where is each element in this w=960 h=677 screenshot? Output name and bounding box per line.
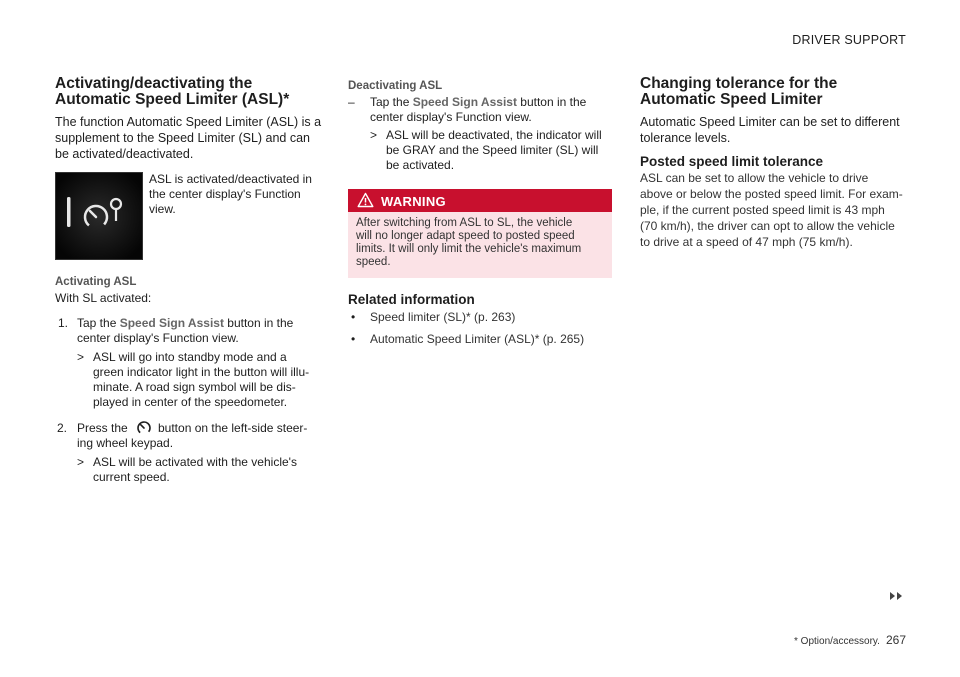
related-link[interactable]: Speed limiter (SL)* (p. 263) (370, 310, 516, 324)
function-view-button-image (55, 172, 143, 260)
step1-number: 1. (58, 316, 69, 330)
warning-line1: After switching from ASL to SL, the vehicle (356, 217, 573, 229)
step1-text-line2: center display's Function view. (77, 331, 239, 345)
step2-result-marker: > (77, 455, 85, 469)
step1-result-line1: ASL will go into standby mode and a (93, 350, 287, 364)
image-caption-line1: ASL is activated/deactivated in (149, 172, 312, 186)
bullet-icon: • (351, 310, 356, 324)
step2-text-post: button on the left-side steer- (158, 421, 308, 435)
warning-body (348, 212, 612, 278)
warning-header (348, 189, 612, 212)
tolerance-body-line2: above or below the posted speed limit. For exam- (640, 187, 903, 201)
step1-result-line2: green indicator light in the button will illu- (93, 365, 310, 379)
deactivate-step-dash: – (348, 95, 355, 109)
tolerance-body-line1: ASL can be set to allow the vehicle to drive (640, 171, 869, 185)
step2-text-line2: ing wheel keypad. (77, 436, 174, 450)
bullet-icon: • (351, 332, 356, 346)
speed-sign-assist-label: Speed Sign Assist (412, 95, 517, 109)
tolerance-title-line1: Changing tolerance for the (640, 75, 838, 92)
speed-sign-assist-icon (56, 173, 142, 259)
lead-line3: be activated/deactivated. (55, 147, 194, 161)
step2-text-pre: Press the (77, 421, 128, 435)
step1-result-marker: > (77, 350, 85, 364)
tolerance-body-line3: ple, if the current posted speed limit is 43 mph (640, 203, 885, 217)
option-note: * Option/accessory. (794, 636, 880, 647)
warning-line4: speed. (356, 256, 391, 268)
continue-icon (889, 590, 905, 604)
lead-line1: The function Automatic Speed Limiter (ASL) is a (55, 115, 322, 129)
step1-result-line3: minate. A road sign symbol will be dis- (93, 380, 296, 394)
deactivate-result-line1: ASL will be deactivated, the indicator will (386, 128, 602, 142)
step2-number: 2. (57, 421, 68, 435)
warning-title: WARNING (381, 194, 446, 209)
related-link[interactable]: Automatic Speed Limiter (ASL)* (p. 265) (370, 332, 585, 346)
step2-result-line1: ASL will be activated with the vehicle's (93, 455, 297, 469)
tolerance-body-line4: (70 km/h), the driver can opt to allow the vehicle (640, 219, 895, 233)
with-sl-text: With SL activated: (55, 291, 152, 305)
deactivate-result-line3: be activated. (386, 158, 455, 172)
deactivate-result-line2: be GRAY and the Speed limiter (SL) will (386, 143, 599, 157)
tolerance-lead-line2: tolerance levels. (640, 131, 731, 145)
warning-line2: will no longer adapt speed to posted speed (356, 230, 575, 242)
section-title-line1: Activating/deactivating the (55, 75, 253, 92)
step1-result-line4: played in center of the speedometer. (93, 395, 288, 409)
step2-result-line2: current speed. (93, 470, 170, 484)
posted-limit-heading: Posted speed limit tolerance (640, 154, 824, 169)
image-caption-line3: view. (149, 202, 176, 216)
section-title-line2: Automatic Speed Limiter (ASL)* (55, 91, 290, 108)
related-heading: Related information (348, 292, 475, 307)
image-caption-line2: the center display's Function (149, 187, 301, 201)
warning-triangle-icon (357, 192, 374, 213)
step1-text: Tap the Speed Sign Assist button in the (77, 316, 294, 330)
tolerance-lead-line1: Automatic Speed Limiter can be set to different (640, 115, 900, 129)
lead-line2: supplement to the Speed Limiter (SL) and can (55, 131, 311, 145)
speedometer-button-icon (136, 420, 152, 436)
warning-line3: limits. It will only limit the vehicle's maximum (356, 243, 582, 255)
activating-heading: Activating ASL (55, 276, 137, 288)
deactivate-step-line2: center display's Function view. (370, 110, 532, 124)
speed-sign-assist-label: Speed Sign Assist (119, 316, 224, 330)
deactivate-result-marker: > (370, 128, 378, 142)
deactivate-step-text: Tap the Speed Sign Assist button in the (370, 95, 587, 109)
page-footer (794, 633, 906, 647)
tolerance-title-line2: Automatic Speed Limiter (640, 91, 823, 108)
tolerance-body-line5: to drive at a speed of 47 mph (75 km/h). (640, 235, 853, 249)
section-header: DRIVER SUPPORT (792, 33, 906, 47)
page-number: 267 (885, 633, 906, 647)
deactivating-heading: Deactivating ASL (348, 80, 443, 92)
